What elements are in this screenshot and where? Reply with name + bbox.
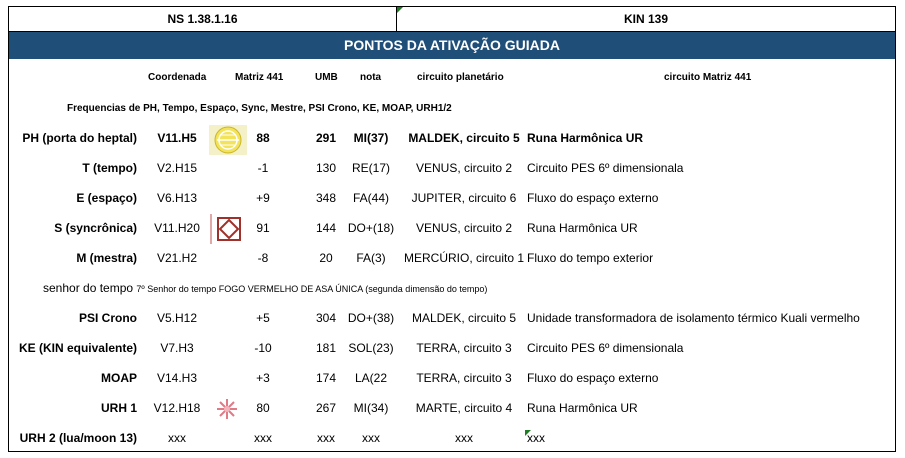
row-label: URH 2 (lua/moon 13): [19, 431, 137, 445]
sheet-frame: [8, 6, 896, 452]
row-umb: 267: [315, 401, 337, 415]
row-label: PSI Crono: [78, 311, 137, 325]
row-nota: LA(22: [354, 371, 388, 385]
row-matriz: +9: [256, 191, 270, 205]
row-umb: xxx: [317, 431, 335, 445]
row-label: E (espaço): [76, 191, 137, 205]
row-umb: 348: [315, 191, 337, 205]
row-circuito-matriz: Runa Harmônica UR: [527, 221, 638, 235]
row-matriz: -8: [257, 251, 269, 265]
table-row[interactable]: [9, 363, 895, 393]
top-row: [9, 7, 895, 32]
ns-date-cell[interactable]: NS 1.38.1.16: [9, 7, 397, 31]
row-matriz: xxx: [254, 431, 272, 445]
row-label: S (syncrônica): [54, 221, 137, 235]
row-circuito: xxx: [455, 431, 473, 445]
header-circuito-matriz: circuito Matriz 441: [664, 72, 752, 83]
row-label: T (tempo): [82, 161, 137, 175]
row-coordenada: V11.H5: [157, 131, 197, 145]
table-row[interactable]: [9, 123, 895, 153]
row-coordenada: V12.H18: [153, 401, 201, 415]
row-circuito: MALDEK, circuito 5: [411, 311, 517, 325]
row-circuito: VENUS, circuito 2: [415, 161, 513, 175]
row-nota: DO+(38): [347, 311, 395, 325]
table-row[interactable]: [9, 183, 895, 213]
table-row[interactable]: [9, 303, 895, 333]
row-umb: 291: [315, 131, 337, 145]
header-nota: nota: [360, 72, 382, 83]
row-matriz: +5: [256, 311, 270, 325]
row-matriz: 88: [256, 131, 270, 145]
row-nota: DO+(18): [347, 221, 395, 235]
header-circuito-planetario: circuito planetário: [417, 72, 504, 83]
row-circuito-matriz: Fluxo do espaço externo: [527, 191, 659, 205]
senhor-text: 7º Senhor do tempo FOGO VERMELHO DE ASA ÚNICA (segunda dimensão do tempo): [136, 284, 488, 294]
row-label: M (mestra): [76, 251, 137, 265]
comment-marker-icon[interactable]: [525, 430, 531, 436]
table-row[interactable]: [9, 393, 895, 423]
header-matriz: Matriz 441: [235, 72, 284, 83]
row-umb: 304: [315, 311, 337, 325]
row-coordenada: V5.H12: [156, 311, 198, 325]
row-coordenada: V21.H2: [156, 251, 198, 265]
row-label: KE (KIN equivalente): [18, 341, 137, 355]
row-circuito: JUPITER, circuito 6: [411, 191, 517, 205]
table-row[interactable]: [9, 153, 895, 183]
table-row[interactable]: [9, 423, 895, 453]
row-coordenada: xxx: [168, 431, 186, 445]
row-matriz: 80: [256, 401, 270, 415]
frequencias-line: Frequencias de PH, Tempo, Espaço, Sync, Mestre, PSI Crono, KE, MOAP, URH1/2: [67, 103, 452, 114]
kin-cell[interactable]: KIN 139: [623, 12, 669, 26]
row-nota: SOL(23): [348, 341, 394, 355]
row-nota: MI(34): [353, 401, 389, 415]
row-circuito-matriz: Runa Harmônica UR: [527, 401, 638, 415]
row-circuito-matriz: xxx: [527, 431, 545, 445]
pink-cross-glyph-icon: [215, 398, 239, 420]
row-nota: xxx: [362, 431, 380, 445]
row-circuito: TERRA, circuito 3: [416, 341, 512, 355]
table-row[interactable]: [9, 243, 895, 273]
row-coordenada: V2.H15: [156, 161, 198, 175]
row-circuito: MERCÚRIO, circuito 1: [403, 251, 525, 265]
row-coordenada: V11.H20: [154, 221, 200, 235]
page-title: PONTOS DA ATIVAÇÃO GUIADA: [9, 32, 895, 59]
row-circuito: VENUS, circuito 2: [415, 221, 513, 235]
row-label: URH 1: [100, 401, 137, 415]
row-coordenada: V6.H13: [156, 191, 198, 205]
row-umb: 181: [315, 341, 337, 355]
row-circuito: MARTE, circuito 4: [415, 401, 513, 415]
row-label: PH (porta do heptal): [22, 131, 137, 145]
row-nota: FA(44): [352, 191, 389, 205]
row-matriz: +3: [256, 371, 270, 385]
row-coordenada: V7.H3: [160, 341, 194, 355]
row-circuito-matriz: Fluxo do tempo exterior: [527, 251, 654, 265]
row-nota: MI(37): [353, 131, 389, 145]
row-circuito: TERRA, circuito 3: [416, 371, 512, 385]
row-matriz: -10: [254, 341, 272, 355]
row-circuito-matriz: Unidade transformadora de isolamento térmico Kuali vermelho: [527, 311, 860, 325]
header-coordenada: Coordenada: [148, 72, 207, 83]
row-coordenada: V14.H3: [156, 371, 198, 385]
row-circuito-matriz: Circuito PES 6º dimensionala: [527, 341, 684, 355]
senhor-label: senhor do tempo: [43, 281, 134, 295]
row-matriz: -1: [257, 161, 269, 175]
row-nota: FA(3): [356, 251, 386, 265]
table-row[interactable]: [9, 333, 895, 363]
senhor-do-tempo-row[interactable]: [43, 273, 487, 303]
row-circuito: MALDEK, circuito 5: [408, 131, 520, 145]
row-circuito-matriz: Runa Harmônica UR: [527, 131, 644, 145]
table-row[interactable]: [9, 213, 895, 243]
row-circuito-matriz: Circuito PES 6º dimensionala: [527, 161, 684, 175]
row-label: MOAP: [101, 371, 137, 385]
row-nota: RE(17): [351, 161, 390, 175]
row-umb: 144: [315, 221, 337, 235]
row-umb: 130: [315, 161, 337, 175]
header-umb: UMB: [315, 72, 338, 83]
row-umb: 174: [315, 371, 337, 385]
row-umb: 20: [319, 251, 333, 265]
row-circuito-matriz: Fluxo do espaço externo: [527, 371, 659, 385]
row-matriz: 91: [256, 221, 270, 235]
comment-marker-icon[interactable]: [397, 7, 403, 13]
